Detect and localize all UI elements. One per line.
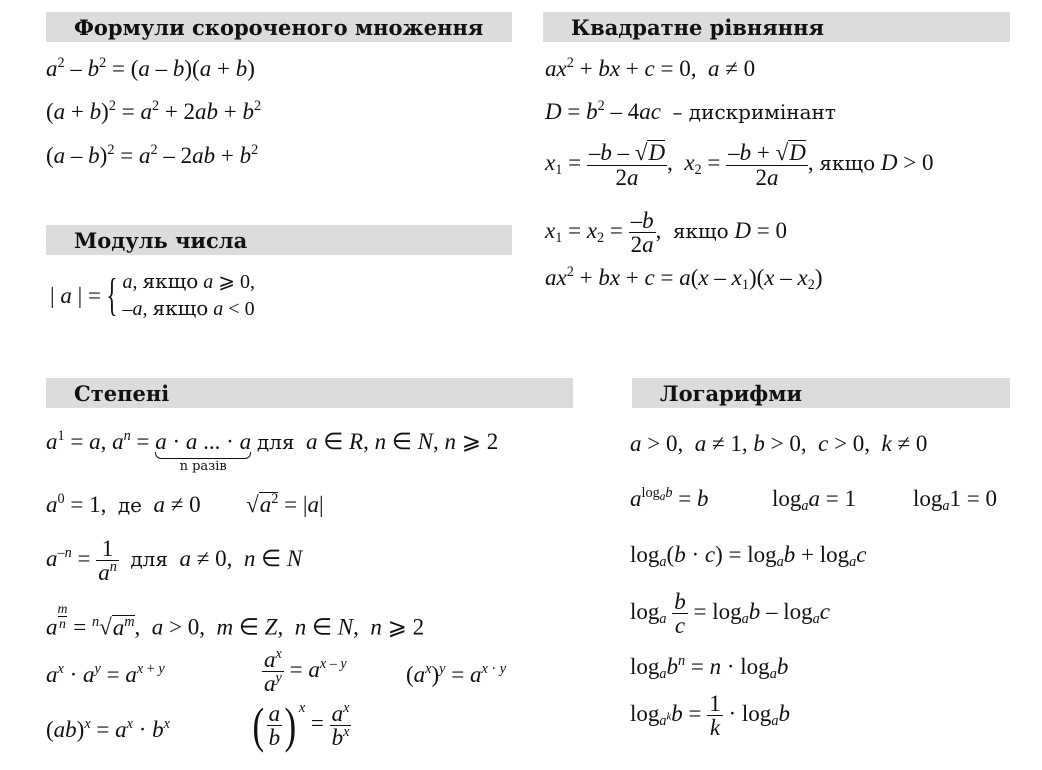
formula-log-power: $\log_ab^n = n \cdot \log_ab$ [630,653,789,682]
word-for-2: для [130,546,168,571]
formula-diff-squares: $a^2 - b^2 = (a - b)(a + b)$ [46,55,255,81]
formula-power-of-power: $(a^x)^y = a^{x \cdot y}$ [406,661,507,687]
formula-log-conditions: a > 0, a ≠ 1, b > 0, c > 0, k ≠ 0 [630,431,928,456]
word-where: де [117,493,143,517]
formula-log-identity: $a^{log_ab} = b$ [630,485,709,511]
header-short-mult [46,12,512,42]
formula-product-powers: $a^x \cdot a^y = a^{x + y}$ [46,661,165,687]
formula-square-diff: $(a - b)^2 = a^2 - 2ab + b^2$ [46,142,259,168]
word-if-4: якщо [672,218,729,243]
header-modulus-title: Модуль числа [74,228,248,253]
formula-factorization: $ax^2$ + bx + $c = a(x - x_1)(x - x_2)$ [545,264,823,293]
note-n-times: n разів [179,459,227,474]
formula-zero-power: $a^0 = 1$, де a ≠ 0 $√a^2 = |a|$ [46,491,324,517]
formula-modulus: | a | = { a, якщо a ⩾ 0, –a, якщо a < 0 [50,269,256,320]
word-if-2: якщо [152,296,209,320]
header-short-mult-title: Формули скороченого множення [74,15,484,40]
word-if-1: якщо [142,269,199,293]
formula-discriminant: $D = b^2 - 4ac$ – дискримінант [545,98,836,124]
word-discriminant: – дискримінант [672,100,836,124]
formula-quotient-power: ( $\frac{a}{b}$ ) $^x$ = $\frac{a^x}{b^x}$ [252,697,350,753]
formula-power-def: $a^1 = a$, $a^n = a \cdot a$ ... · a n разів для a ∈ R, n ∈ N, n ⩾ 2 [46,428,499,474]
formula-log-quotient: $\log_a$ $\frac{b}{c}$ = $\log_ab - \log_ac$ [630,589,830,638]
header-logs-title: Логарифми [660,381,803,406]
formula-product-power: $(ab)^x = a^x \cdot b^x$ [46,716,170,742]
formula-fractional-power: a $\frac{m}{n}$ = $^n√a^m$, a > 0, m ∈ Z, n ∈ N, n ⩾ 2 [46,601,425,640]
formula-log-base: $\log_aa = 1$ [772,486,856,514]
formula-negative-power: $a^{-n}$ = $\frac{1}{a^n}$ для a ≠ 0, n ∈ N [46,536,303,585]
formula-quotient-powers: $\frac{a^x}{a^y}$ = $a^{x - y}$ [264,646,347,696]
header-powers-title: Степені [74,381,170,406]
formula-log-base-power: $\log_{a^k}b$ = $\frac{1}{k}$ · $\log_ab$ [630,691,790,740]
header-quadratic [543,12,1010,42]
formula-roots: $x_1$ = $\frac{-b - √D}{2a}$ , $x_2$ = $\frac{-b + √D}{2a}$ , якщо D > 0 [545,140,934,191]
header-powers [46,378,573,408]
formula-log-product: $\log_a(b \cdot c) = \log_ab + \log_ac$ [630,542,867,570]
formula-quadratic-eq: $ax^2$ + bx + c = 0, a ≠ 0 [545,55,756,81]
word-for-1: для [256,430,295,454]
formula-square-sum: $(a + b)^2 = a^2 + 2ab + b^2$ [46,98,262,124]
header-quadratic-title: Квадратне рівняння [571,15,825,40]
header-logs [632,378,1010,408]
formula-log-one: $\log_a1 = 0$ [913,486,997,514]
word-if-3: якщо [819,150,876,175]
formula-double-root: $x_1 = x_2$ = $\frac{-b}{2a}$ , якщо D = 0 [545,208,788,257]
header-modulus [46,225,512,255]
